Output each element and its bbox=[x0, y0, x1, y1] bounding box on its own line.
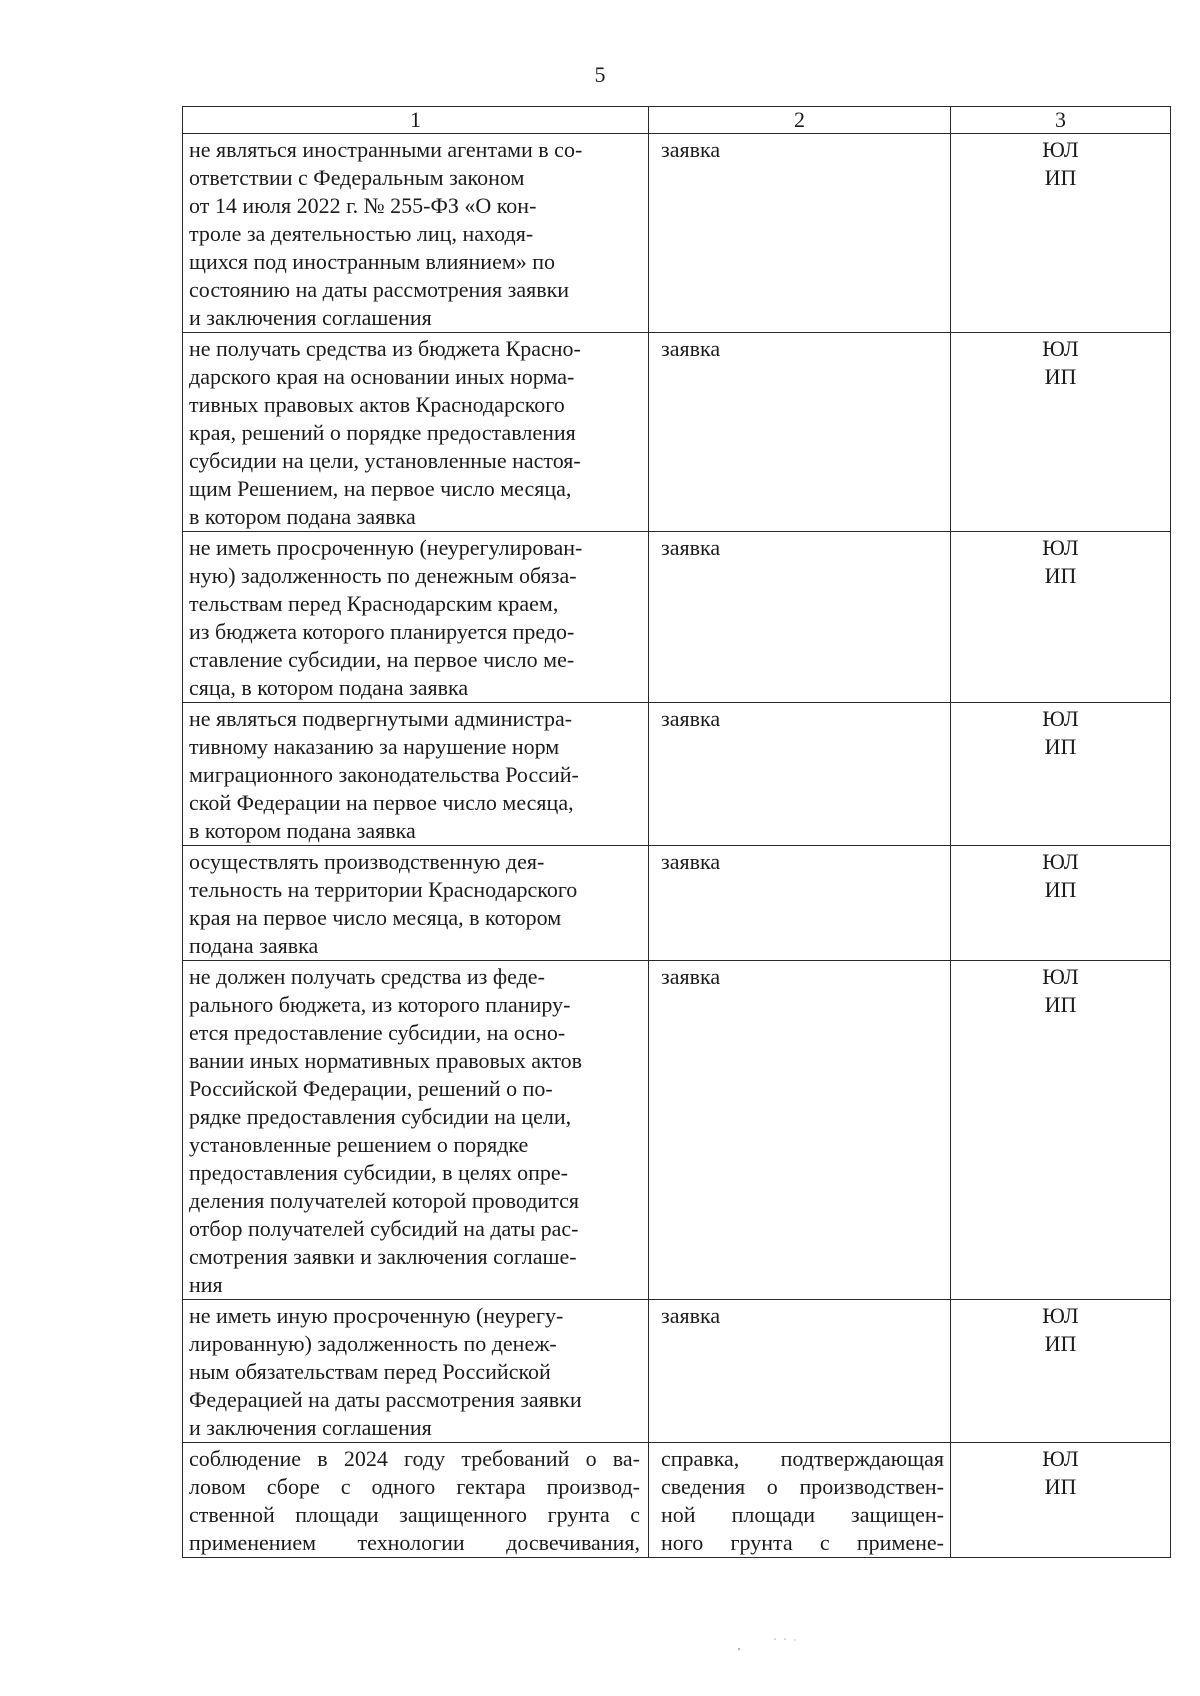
condition-line: и заключения соглашения bbox=[189, 1415, 432, 1440]
condition-line: подана заявка bbox=[189, 933, 319, 958]
document-cell bbox=[649, 846, 951, 961]
condition-line: ным обязательствам перед Российской bbox=[189, 1359, 551, 1384]
condition-line: состоянию на даты рассмотрения заявки bbox=[189, 277, 570, 302]
condition-line: не иметь иную просроченную (неурегу- bbox=[189, 1303, 564, 1328]
condition-line: рядке предоставления субсидии на цели, bbox=[189, 1104, 572, 1129]
recipient-type: ИП bbox=[1044, 364, 1077, 389]
recipient-type: ЮЛ bbox=[1042, 849, 1079, 874]
condition-line: в котором подана заявка bbox=[189, 504, 416, 529]
condition-line: лированную) задолженность по денеж- bbox=[189, 1331, 557, 1356]
recipient-type: ЮЛ bbox=[1042, 535, 1079, 560]
condition-line: дарского края на основании иных норма- bbox=[189, 364, 575, 389]
recipient-type: ЮЛ bbox=[1042, 1446, 1079, 1471]
document-line: заявка bbox=[661, 336, 721, 361]
recipient-type: ИП bbox=[1044, 563, 1077, 588]
document-line: заявка bbox=[661, 706, 721, 731]
condition-line: не должен получать средства из феде- bbox=[189, 964, 545, 989]
document-cell bbox=[649, 532, 951, 703]
recipient-type: ИП bbox=[1044, 1474, 1077, 1499]
condition-line: и заключения соглашения bbox=[189, 305, 432, 330]
table-row bbox=[183, 134, 1171, 333]
condition-line: предоставления субсидии, в целях опре- bbox=[189, 1160, 568, 1185]
condition-line: от 14 июля 2022 г. № 255-ФЗ «О кон- bbox=[189, 193, 537, 218]
column-header-2: 2 bbox=[649, 107, 951, 134]
condition-line: миграционного законодательства Россий- bbox=[189, 762, 579, 787]
condition-cell bbox=[183, 333, 649, 532]
condition-line: субсидии на цели, установленные настоя- bbox=[189, 448, 581, 473]
column-header-1: 1 bbox=[183, 107, 649, 134]
document-line: заявка bbox=[661, 964, 721, 989]
document-cell bbox=[649, 134, 951, 333]
condition-line: не получать средства из бюджета Красно- bbox=[189, 336, 581, 361]
recipients-cell bbox=[951, 846, 1171, 961]
condition-line: края, решений о порядке предоставления bbox=[189, 420, 576, 445]
page-number: 5 bbox=[594, 62, 606, 87]
condition-line: тивному наказанию за нарушение норм bbox=[189, 734, 560, 759]
condition-line: соблюдение в 2024 году требований о ва- bbox=[189, 1446, 640, 1471]
recipient-type: ЮЛ bbox=[1042, 336, 1079, 361]
condition-line: ния bbox=[189, 1272, 223, 1297]
header-row bbox=[183, 107, 1171, 134]
condition-cell bbox=[183, 846, 649, 961]
condition-cell bbox=[183, 134, 649, 333]
recipients-cell bbox=[951, 333, 1171, 532]
recipient-type: ИП bbox=[1044, 734, 1077, 759]
table-body bbox=[183, 134, 1171, 1558]
document-line: справка, подтверждающая bbox=[661, 1446, 944, 1471]
condition-line: отбор получателей субсидий на даты рас- bbox=[189, 1216, 579, 1241]
document-line: заявка bbox=[661, 1303, 721, 1328]
table-row bbox=[183, 532, 1171, 703]
recipient-type: ИП bbox=[1044, 165, 1077, 190]
condition-line: установленные решением о порядке bbox=[189, 1132, 529, 1157]
condition-line: рального бюджета, из которого планиру- bbox=[189, 992, 571, 1017]
condition-line: деления получателей которой проводится bbox=[189, 1188, 579, 1213]
condition-line: ную) задолженность по денежным обяза- bbox=[189, 563, 577, 588]
condition-line: из бюджета которого планируется предо- bbox=[189, 619, 575, 644]
recipient-type: ИП bbox=[1044, 992, 1077, 1017]
table-row bbox=[183, 961, 1171, 1300]
condition-line: тельность на территории Краснодарского bbox=[189, 877, 578, 902]
condition-line: не являться подвергнутыми администра- bbox=[189, 706, 573, 731]
recipient-type: ИП bbox=[1044, 877, 1077, 902]
condition-line: не являться иностранными агентами в со- bbox=[189, 137, 583, 162]
condition-line: в котором подана заявка bbox=[189, 818, 416, 843]
recipients-cell bbox=[951, 1300, 1171, 1443]
recipient-type: ИП bbox=[1044, 1331, 1077, 1356]
recipient-type: ЮЛ bbox=[1042, 137, 1079, 162]
document-cell bbox=[649, 1300, 951, 1443]
recipient-type: ЮЛ bbox=[1042, 706, 1079, 731]
condition-line: края на первое число месяца, в котором bbox=[189, 905, 562, 930]
recipients-cell bbox=[951, 703, 1171, 846]
condition-line: сяца, в котором подана заявка bbox=[189, 675, 469, 700]
condition-line: применением технологии досвечивания, bbox=[189, 1530, 640, 1555]
table-row bbox=[183, 1300, 1171, 1443]
condition-line: ется предоставление субсидии, на осно- bbox=[189, 1020, 566, 1045]
condition-line: щим Решением, на первое число месяца, bbox=[189, 476, 572, 501]
document-cell bbox=[649, 333, 951, 532]
recipients-cell bbox=[951, 134, 1171, 333]
recipients-cell bbox=[951, 532, 1171, 703]
table-row bbox=[183, 846, 1171, 961]
condition-cell bbox=[183, 532, 649, 703]
requirements-table bbox=[182, 106, 1171, 1558]
condition-line: вании иных нормативных правовых актов bbox=[189, 1048, 583, 1073]
condition-line: не иметь просроченную (неурегулирован- bbox=[189, 535, 583, 560]
document-cell bbox=[649, 961, 951, 1300]
condition-line: ставление субсидии, на первое число ме- bbox=[189, 647, 575, 672]
scan-noise bbox=[735, 1635, 805, 1655]
condition-cell bbox=[183, 703, 649, 846]
condition-line: Российской Федерации, решений о по- bbox=[189, 1076, 553, 1101]
document-cell bbox=[649, 1443, 951, 1558]
document-line: ного грунта с примене- bbox=[661, 1530, 944, 1555]
condition-line: Федерацией на даты рассмотрения заявки bbox=[189, 1387, 582, 1412]
table-row bbox=[183, 333, 1171, 532]
recipients-cell bbox=[951, 1443, 1171, 1558]
condition-line: ственной площади защищенного грунта с bbox=[189, 1502, 640, 1527]
condition-line: ответствии с Федеральным законом bbox=[189, 165, 525, 190]
column-header-3: 3 bbox=[951, 107, 1171, 134]
document-line: ной площади защищен- bbox=[661, 1502, 944, 1527]
condition-line: осуществлять производственную дея- bbox=[189, 849, 545, 874]
recipient-type: ЮЛ bbox=[1042, 1303, 1079, 1328]
document-line: заявка bbox=[661, 535, 721, 560]
condition-line: ловом сборе с одного гектара производ- bbox=[189, 1474, 640, 1499]
condition-line: тивных правовых актов Краснодарского bbox=[189, 392, 565, 417]
document-line: сведения о производствен- bbox=[661, 1474, 944, 1499]
condition-line: ской Федерации на первое число месяца, bbox=[189, 790, 574, 815]
recipients-cell bbox=[951, 961, 1171, 1300]
condition-cell bbox=[183, 1300, 649, 1443]
document-line: заявка bbox=[661, 849, 721, 874]
condition-line: смотрения заявки и заключения соглаше- bbox=[189, 1244, 577, 1269]
condition-line: щихся под иностранным влиянием» по bbox=[189, 249, 556, 274]
condition-cell bbox=[183, 1443, 649, 1558]
condition-cell bbox=[183, 961, 649, 1300]
document-line: заявка bbox=[661, 137, 721, 162]
condition-line: троле за деятельностью лиц, находя- bbox=[189, 221, 534, 246]
table-row bbox=[183, 1443, 1171, 1558]
recipient-type: ЮЛ bbox=[1042, 964, 1079, 989]
table-row bbox=[183, 703, 1171, 846]
document-cell bbox=[649, 703, 951, 846]
condition-line: тельствам перед Краснодарским краем, bbox=[189, 591, 559, 616]
